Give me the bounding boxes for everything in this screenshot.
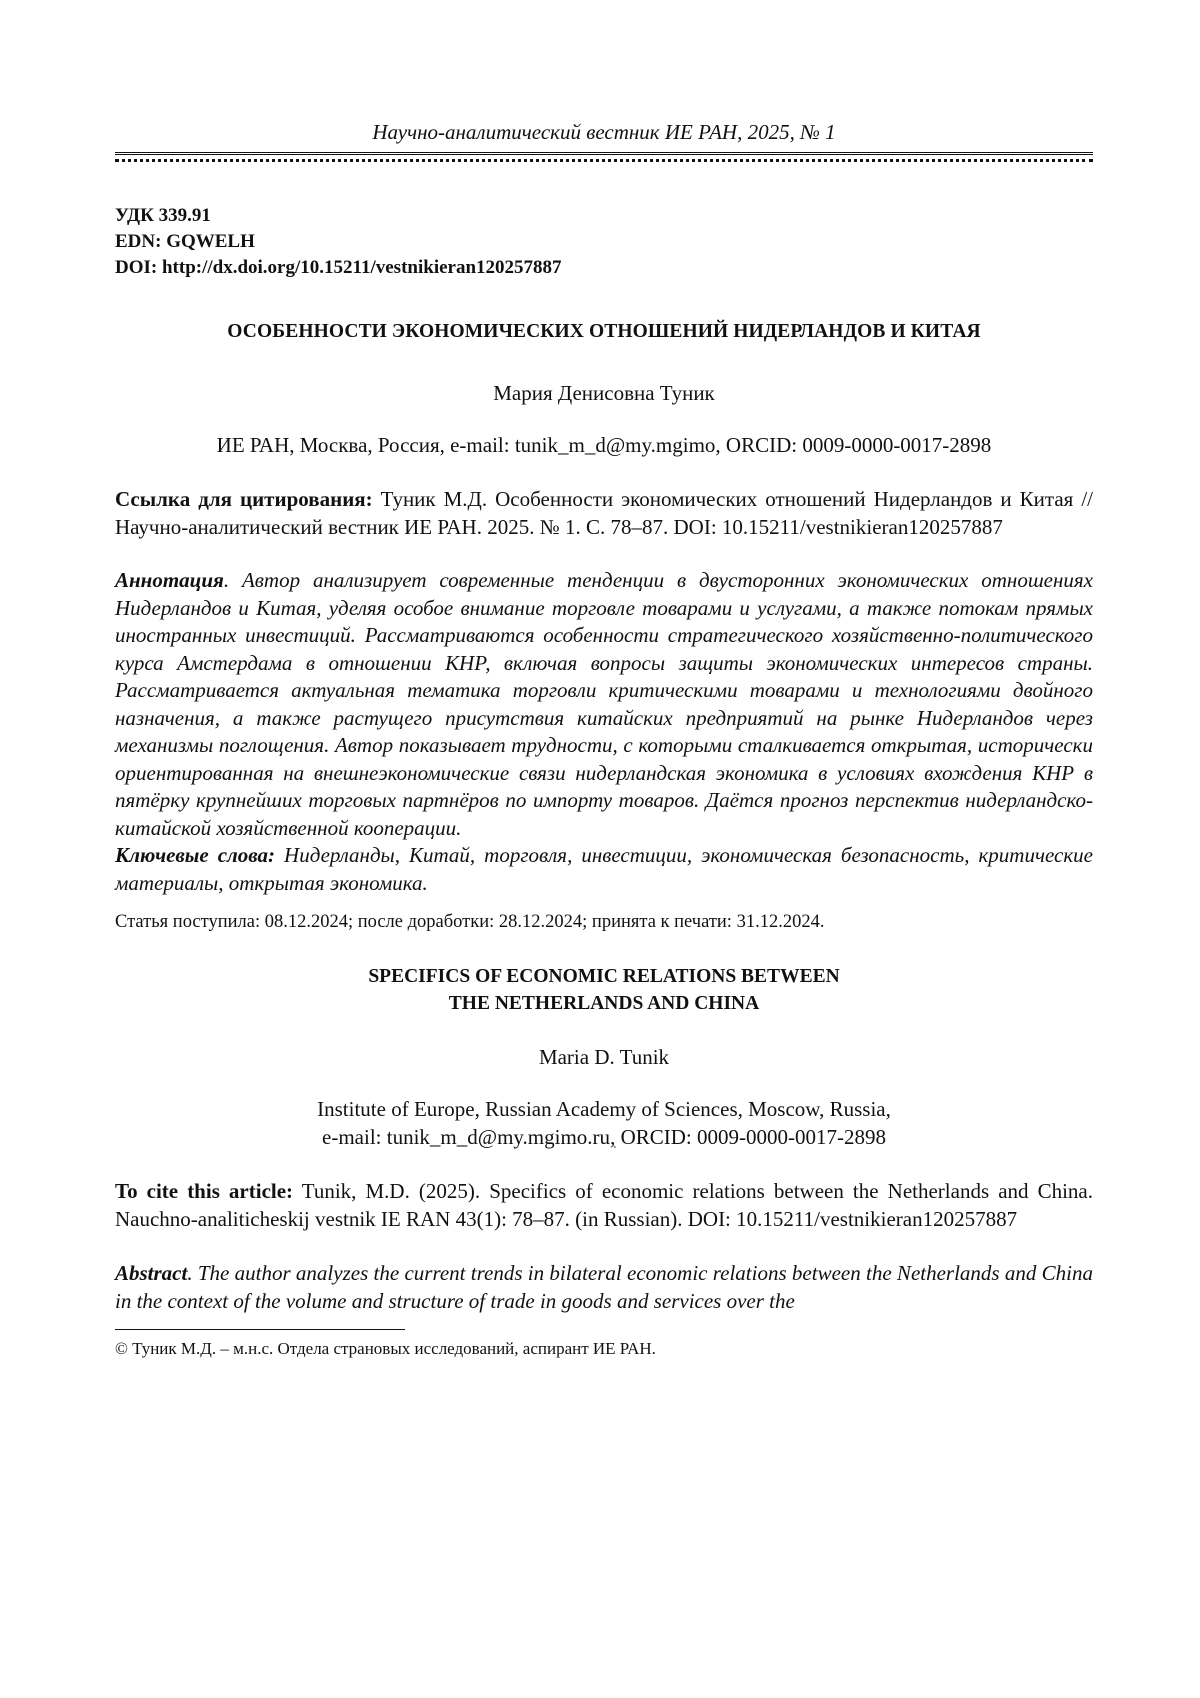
citation-en — [115, 1177, 1093, 1233]
running-head: Научно-аналитический вестник ИЕ РАН, 2025, № 1 — [372, 120, 836, 144]
author-email-en[interactable]: e-mail: tunik_m_d@my.mgimo.ru — [322, 1125, 611, 1149]
header-divider — [115, 152, 1093, 165]
abstract-en — [115, 1259, 1093, 1315]
keywords-text-ru: Нидерланды, Китай, торговля, инвестиции, экономическая безопасность, критические материалы, открытая экономика. — [115, 843, 1093, 895]
author-name-en: Maria D. Tunik — [538, 1045, 670, 1069]
citation-label-ru: Ссылка для цитирования: — [115, 487, 373, 511]
orcid-en: ORCID: 0009-0000-0017-2898 — [615, 1125, 886, 1149]
article-title-en — [115, 963, 1093, 1017]
keywords-label-ru: Ключевые слова: — [115, 843, 276, 867]
article-title-en-line2: THE NETHERLANDS AND CHINA — [448, 993, 760, 1014]
abstract-label-en: Abstract — [115, 1261, 188, 1285]
affiliation-en-line1: Institute of Europe, Russian Academy of Sciences, Moscow, Russia, — [317, 1097, 891, 1121]
footnote-divider — [115, 1329, 405, 1330]
author-affiliation-en — [115, 1095, 1093, 1151]
author-name-ru: Мария Денисовна Туник — [493, 381, 715, 405]
udk-code: УДК 339.91 — [115, 205, 211, 226]
abstract-label-ru: Аннотация — [115, 568, 224, 592]
abstract-ru — [115, 567, 1093, 842]
keywords-ru — [115, 842, 1093, 897]
edn-code: EDN: GQWELH — [115, 231, 255, 252]
underlined-comma: , — [610, 1125, 616, 1149]
author-affiliation-ru: ИЕ РАН, Москва, Россия, e-mail: tunik_m_d@my.mgimo, ORCID: 0009-0000-0017-2898 — [216, 433, 992, 457]
identifiers — [115, 203, 1093, 281]
citation-text-ru: Туник М.Д. Особенности экономических отношений Нидерландов и Китая // Научно-аналитический вестник ИЕ РАН. 2025. № 1. С. 78–87. DOI: 10.15211/vestnikieran120257887 — [115, 487, 1093, 539]
article-title-en-line1: SPECIFICS OF ECONOMIC RELATIONS BETWEEN — [368, 966, 840, 987]
received-dates: Статья поступила: 08.12.2024; после доработки: 28.12.2024; принята к печати: 31.12.2024. — [115, 912, 825, 932]
affiliation-en-line2 — [115, 1123, 1093, 1151]
doi-link[interactable]: DOI: http://dx.doi.org/10.15211/vestnikieran120257887 — [115, 257, 562, 278]
citation-text-en: Tunik, M.D. (2025). Specifics of economic relations between the Netherlands and China. Nauchno-analiticheskij vestnik IE RAN 43(1): 78–87. (in Russian). DOI: 10.15211/vestnikieran120257887 — [115, 1179, 1093, 1231]
citation-ru — [115, 485, 1093, 541]
abstract-text-en: . The author analyzes the current trends in bilateral economic relations between the Netherlands and China in the context of the volume and structure of trade in goods and services over the — [115, 1261, 1093, 1313]
author-footnote: © Туник М.Д. – м.н.с. Отдела страновых исследований, аспирант ИЕ РАН. — [115, 1339, 656, 1358]
page — [115, 118, 1093, 1360]
abstract-text-ru: . Автор анализирует современные тенденции в двусторонних экономических отношениях Нидерландов и Китая, уделяя особое внимание торговле товарами и услугами, а также потокам прямых иностранных инвестиций. Рассматриваются особенности стратегического хозяйственно-политического курса Амстердама в отношении КНР, включая вопросы защиты экономических интересов страны. Рассматривается актуальная тематика торговли критическими товарами и технологиями двойного назначения, а также растущего присутствия китайских предприятий на рынке Нидерландов через механизмы поглощения. Автор показывает трудности, с которыми сталкивается открытая, исторически ориентированная на внешнеэкономические связи нидерландская экономика в условиях вхождения КНР в пятёрку крупнейших торговых партнёров по импорту товаров. Даётся прогноз перспектив нидерландско-китайской хозяйственной кооперации. — [115, 568, 1093, 840]
article-title-ru: ОСОБЕННОСТИ ЭКОНОМИЧЕСКИХ ОТНОШЕНИЙ НИДЕРЛАНДОВ И КИТАЯ — [227, 321, 981, 342]
citation-label-en: To cite this article: — [115, 1179, 294, 1203]
